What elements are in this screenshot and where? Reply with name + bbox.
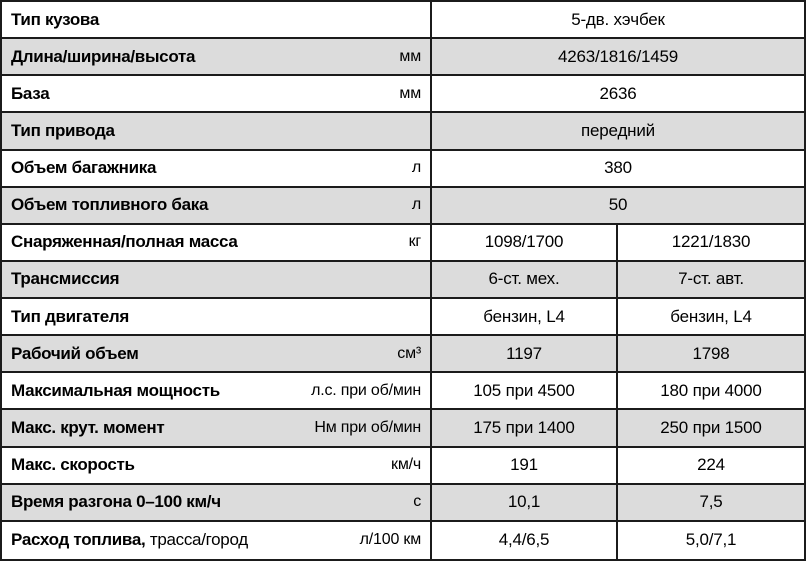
table-row bbox=[2, 262, 804, 299]
table-row bbox=[2, 336, 804, 373]
table-row bbox=[2, 151, 804, 188]
spec-label: Длина/ширина/высота bbox=[11, 46, 196, 66]
table-row bbox=[2, 225, 804, 262]
spec-label: Максимальная мощность bbox=[11, 380, 220, 400]
table-row bbox=[2, 39, 804, 76]
table-row bbox=[2, 113, 804, 150]
spec-label: Рабочий объем bbox=[11, 343, 139, 363]
spec-label: Время разгона 0–100 км/ч bbox=[11, 492, 221, 512]
spec-label: Снаряженная/полная масса bbox=[11, 232, 238, 252]
table-row bbox=[2, 485, 804, 522]
spec-value-left: 105 при 4500 bbox=[432, 373, 618, 408]
spec-label-cell bbox=[2, 76, 432, 111]
spec-label-cell bbox=[2, 522, 432, 559]
spec-label: Тип двигателя bbox=[11, 306, 130, 326]
spec-label-cell bbox=[2, 39, 432, 74]
spec-value-right: 180 при 4000 bbox=[660, 380, 762, 400]
table-row bbox=[2, 188, 804, 225]
spec-label: Макс. скорость bbox=[11, 455, 135, 475]
spec-value-right: 5,0/7,1 bbox=[685, 530, 737, 550]
spec-value-left: 6-ст. мех. bbox=[432, 262, 618, 297]
table-row bbox=[2, 76, 804, 113]
spec-value-right: 7-ст. авт. bbox=[678, 269, 744, 289]
spec-unit: см³ bbox=[397, 344, 421, 362]
spec-value-left: 175 при 1400 bbox=[432, 410, 618, 445]
spec-label: Объем топливного бака bbox=[11, 195, 209, 215]
spec-label-cell bbox=[2, 262, 432, 297]
spec-unit: л.с. при об/мин bbox=[311, 381, 421, 399]
spec-value-right: бензин, L4 bbox=[670, 306, 752, 326]
spec-value: 5-дв. хэчбек bbox=[571, 9, 665, 29]
spec-unit: мм bbox=[399, 47, 421, 65]
spec-value: 380 bbox=[604, 158, 632, 178]
spec-value-right: 224 bbox=[697, 455, 725, 475]
spec-value-left: 4,4/6,5 bbox=[432, 522, 618, 559]
table-row bbox=[2, 299, 804, 336]
spec-label-cell bbox=[2, 448, 432, 483]
spec-value-left: бензин, L4 bbox=[432, 299, 618, 334]
spec-value: 50 bbox=[608, 195, 628, 215]
spec-unit: л bbox=[411, 196, 421, 214]
table-row bbox=[2, 373, 804, 410]
spec-label-cell bbox=[2, 2, 432, 37]
spec-label-cell bbox=[2, 299, 432, 334]
spec-unit: мм bbox=[399, 84, 421, 102]
spec-label: Макс. крут. момент bbox=[11, 418, 165, 438]
spec-label-cell bbox=[2, 151, 432, 186]
spec-label: Тип привода bbox=[11, 120, 115, 140]
spec-label-cell bbox=[2, 373, 432, 408]
spec-value: передний bbox=[581, 120, 655, 140]
spec-value-left: 1098/1700 bbox=[432, 225, 618, 260]
spec-unit: л bbox=[411, 159, 421, 177]
spec-label: Тип кузова bbox=[11, 9, 100, 29]
spec-label-cell bbox=[2, 225, 432, 260]
table-row bbox=[2, 448, 804, 485]
spec-label-cell bbox=[2, 188, 432, 223]
spec-value-left: 1197 bbox=[432, 336, 618, 371]
spec-value-left: 10,1 bbox=[432, 485, 618, 520]
spec-label-cell bbox=[2, 410, 432, 445]
table-row bbox=[2, 2, 804, 39]
spec-label-suffix: трасса/город bbox=[145, 530, 248, 550]
spec-value-right: 1221/1830 bbox=[671, 232, 751, 252]
spec-label: Объем багажника bbox=[11, 158, 157, 178]
spec-value-right: 250 при 1500 bbox=[660, 418, 762, 438]
spec-value: 2636 bbox=[599, 83, 637, 103]
spec-label-cell bbox=[2, 336, 432, 371]
spec-unit: кг bbox=[408, 233, 421, 251]
spec-value-right: 7,5 bbox=[699, 492, 723, 512]
spec-label-cell bbox=[2, 485, 432, 520]
spec-unit: км/ч bbox=[391, 456, 421, 474]
table-row bbox=[2, 410, 804, 447]
spec-value: 4263/1816/1459 bbox=[557, 46, 679, 66]
spec-label: База bbox=[11, 83, 50, 103]
spec-label-cell bbox=[2, 113, 432, 148]
spec-unit: л/100 км bbox=[359, 531, 421, 549]
spec-label-bold: Расход топлива, bbox=[11, 530, 146, 550]
spec-label bbox=[11, 530, 248, 550]
spec-value-right: 1798 bbox=[692, 343, 730, 363]
spec-unit: Нм при об/мин bbox=[314, 419, 421, 437]
spec-unit: с bbox=[413, 493, 421, 511]
spec-value-left: 191 bbox=[432, 448, 618, 483]
table-row bbox=[2, 522, 804, 559]
spec-label: Трансмиссия bbox=[11, 269, 120, 289]
